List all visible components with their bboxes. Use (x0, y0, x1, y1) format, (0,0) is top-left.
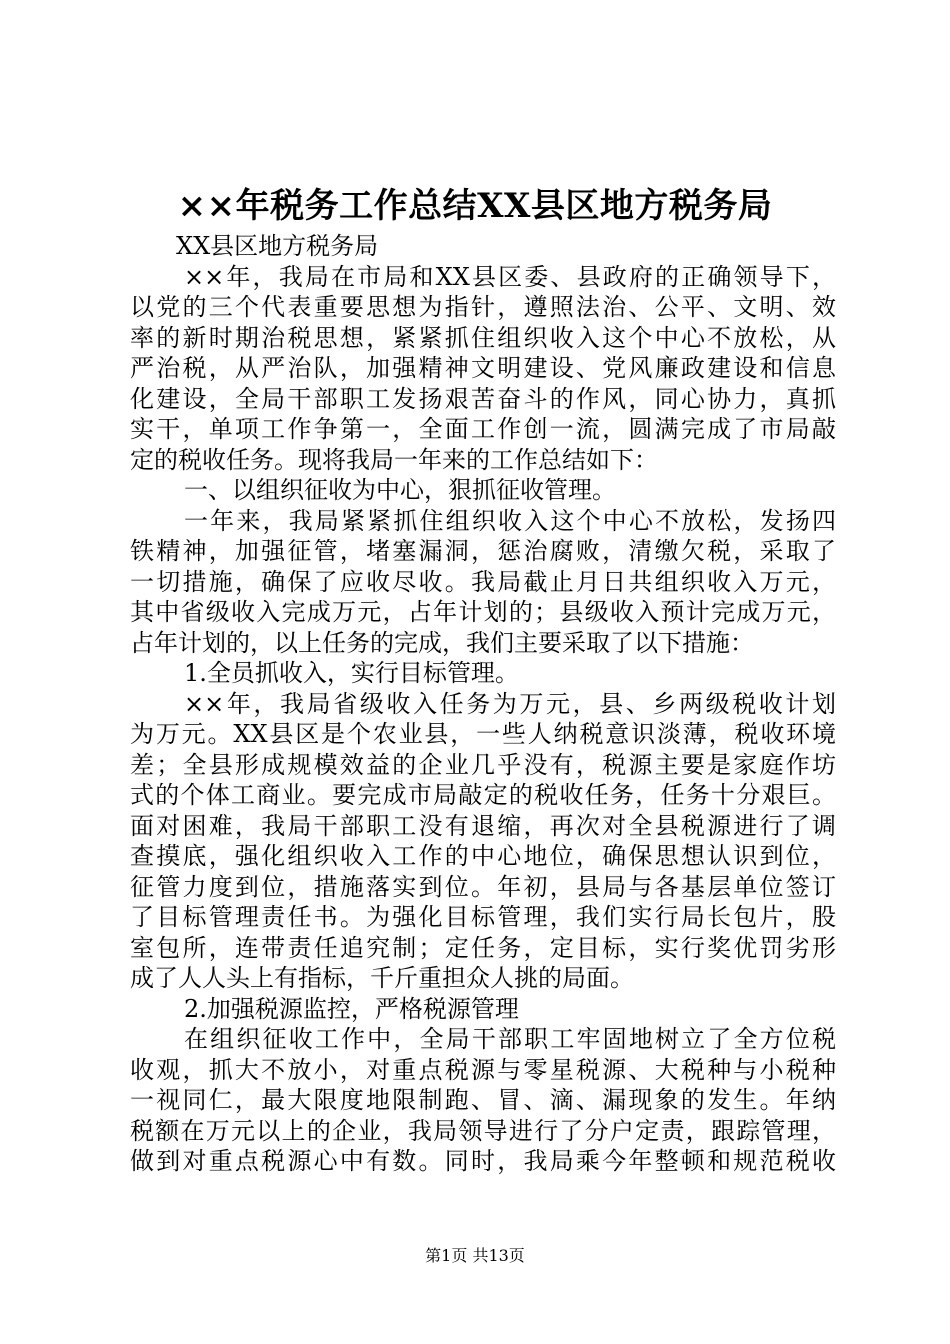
text-line: ××年，我局省级收入任务为万元，县、乡两级税收计划 (184, 689, 836, 718)
text-line: 一、以组织征收为中心，狠抓征收管理。 (184, 476, 616, 504)
text-line: 一视同仁，最大限度地限制跑、冒、滴、漏现象的发生。年纳 (130, 1086, 836, 1114)
text-line: 一年来，我局紧紧抓住组织收入这个中心不放松，发扬四 (184, 506, 836, 535)
text-line: 面对困难，我局干部职工没有退缩，再次对全县税源进行了调 (130, 811, 836, 840)
text-line: 为万元。XX县区是个农业县，一些人纳税意识淡薄，税收环境 (130, 720, 836, 748)
text-line: 查摸底，强化组织收入工作的中心地位，确保思想认识到位， (130, 842, 836, 870)
text-line: 铁精神，加强征管，堵塞漏洞，惩治腐败，清缴欠税，采取了 (130, 537, 836, 565)
text-line: 化建设，全局干部职工发扬艰苦奋斗的作风，同心协力，真抓 (130, 384, 836, 413)
text-line: 定的税收任务。现将我局一年来的工作总结如下： (130, 445, 658, 474)
text-line: ××年，我局在市局和XX县区委、县政府的正确领导下， (184, 262, 836, 291)
document-title: ××年税务工作总结XX县区地方税务局 (177, 186, 773, 226)
text-line: XX县区地方税务局 (176, 232, 379, 260)
text-line: 一切措施，确保了应收尽收。我局截止月日共组织收入万元， (130, 567, 836, 596)
text-line: 率的新时期治税思想，紧紧抓住组织收入这个中心不放松，从 (130, 323, 836, 352)
text-line: 以党的三个代表重要思想为指针，遵照法治、公平、文明、效 (130, 293, 836, 321)
text-line: 严治税，从严治队，加强精神文明建设、党风廉政建设和信息 (130, 354, 836, 382)
text-line: 2.加强税源监控，严格税源管理 (184, 994, 519, 1023)
text-line: 式的个体工商业。要完成市局敲定的税收任务，任务十分艰巨。 (130, 781, 836, 809)
text-line: 做到对重点税源心中有数。同时，我局乘今年整顿和规范税收 (130, 1147, 836, 1175)
text-line: 其中省级收入完成万元，占年计划的；县级收入预计完成万元， (130, 598, 836, 626)
text-line: 室包所，连带责任追究制；定任务，定目标，实行奖优罚劣形 (130, 933, 836, 962)
text-line: 征管力度到位，措施落实到位。年初，县局与各基层单位签订 (130, 872, 836, 901)
text-line: 实干，单项工作争第一，全面工作创一流，圆满完成了市局敲 (130, 415, 836, 443)
text-line: 收观，抓大不放小，对重点税源与零星税源、大税种与小税种 (130, 1055, 836, 1084)
text-line: 在组织征收工作中，全局干部职工牢固地树立了全方位税 (184, 1025, 836, 1053)
document-body (130, 231, 836, 1177)
text-line: 成了人人头上有指标，千斤重担众人挑的局面。 (130, 964, 634, 992)
text-line: 1.全员抓收入，实行目标管理。 (184, 659, 519, 687)
text-line: 了目标管理责任书。为强化目标管理，我们实行局长包片，股 (130, 903, 836, 931)
text-line: 税额在万元以上的企业，我局领导进行了分户定责，跟踪管理， (130, 1116, 836, 1145)
text-line: 差；全县形成规模效益的企业几乎没有，税源主要是家庭作坊 (130, 750, 836, 779)
page-footer: 第1页 共13页 (425, 1246, 525, 1265)
text-line: 占年计划的，以上任务的完成，我们主要采取了以下措施： (130, 628, 754, 657)
